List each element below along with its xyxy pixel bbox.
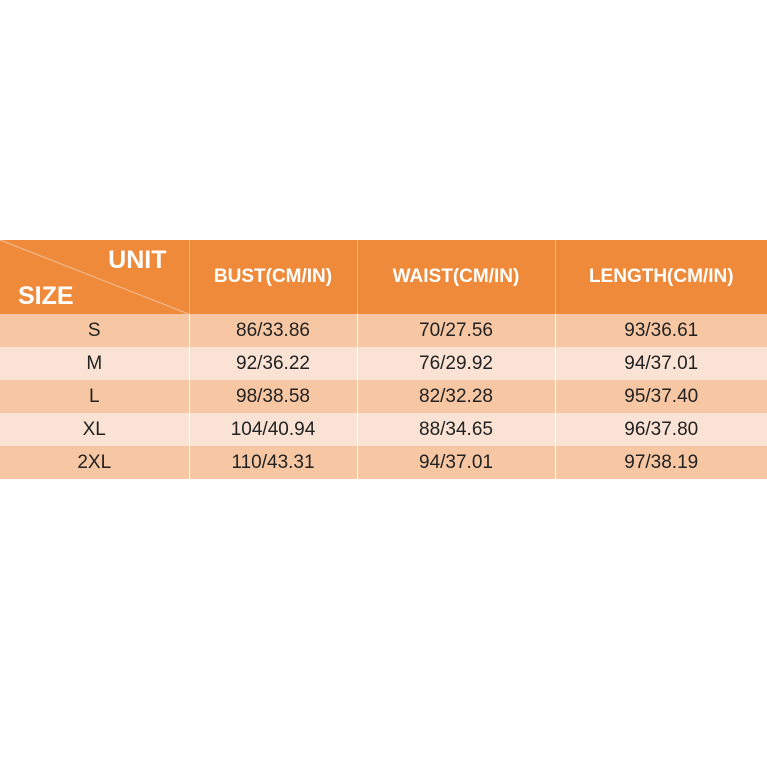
size-cell: 2XL [0, 446, 189, 479]
waist-cell: 76/29.92 [357, 347, 555, 380]
length-cell: 96/37.80 [555, 413, 767, 446]
waist-cell: 94/37.01 [357, 446, 555, 479]
size-cell: S [0, 314, 189, 347]
header-length: LENGTH(CM/IN) [555, 240, 767, 314]
length-cell: 94/37.01 [555, 347, 767, 380]
header-bust: BUST(CM/IN) [189, 240, 357, 314]
header-waist: WAIST(CM/IN) [357, 240, 555, 314]
waist-cell: 70/27.56 [357, 314, 555, 347]
bust-cell: 110/43.31 [189, 446, 357, 479]
waist-cell: 88/34.65 [357, 413, 555, 446]
bust-cell: 104/40.94 [189, 413, 357, 446]
waist-cell: 82/32.28 [357, 380, 555, 413]
size-cell: L [0, 380, 189, 413]
header-row [0, 240, 767, 314]
length-cell: 93/36.61 [555, 314, 767, 347]
size-cell: XL [0, 413, 189, 446]
length-cell: 95/37.40 [555, 380, 767, 413]
unit-label: UNIT [108, 246, 167, 274]
table-row [0, 446, 767, 479]
bust-cell: 86/33.86 [189, 314, 357, 347]
size-cell: M [0, 347, 189, 380]
size-chart-table [0, 240, 767, 479]
size-label: SIZE [18, 282, 74, 310]
table-row [0, 413, 767, 446]
bust-cell: 92/36.22 [189, 347, 357, 380]
table-row [0, 380, 767, 413]
bust-cell: 98/38.58 [189, 380, 357, 413]
table-row [0, 314, 767, 347]
table-row [0, 347, 767, 380]
corner-header-cell [0, 240, 189, 314]
length-cell: 97/38.19 [555, 446, 767, 479]
